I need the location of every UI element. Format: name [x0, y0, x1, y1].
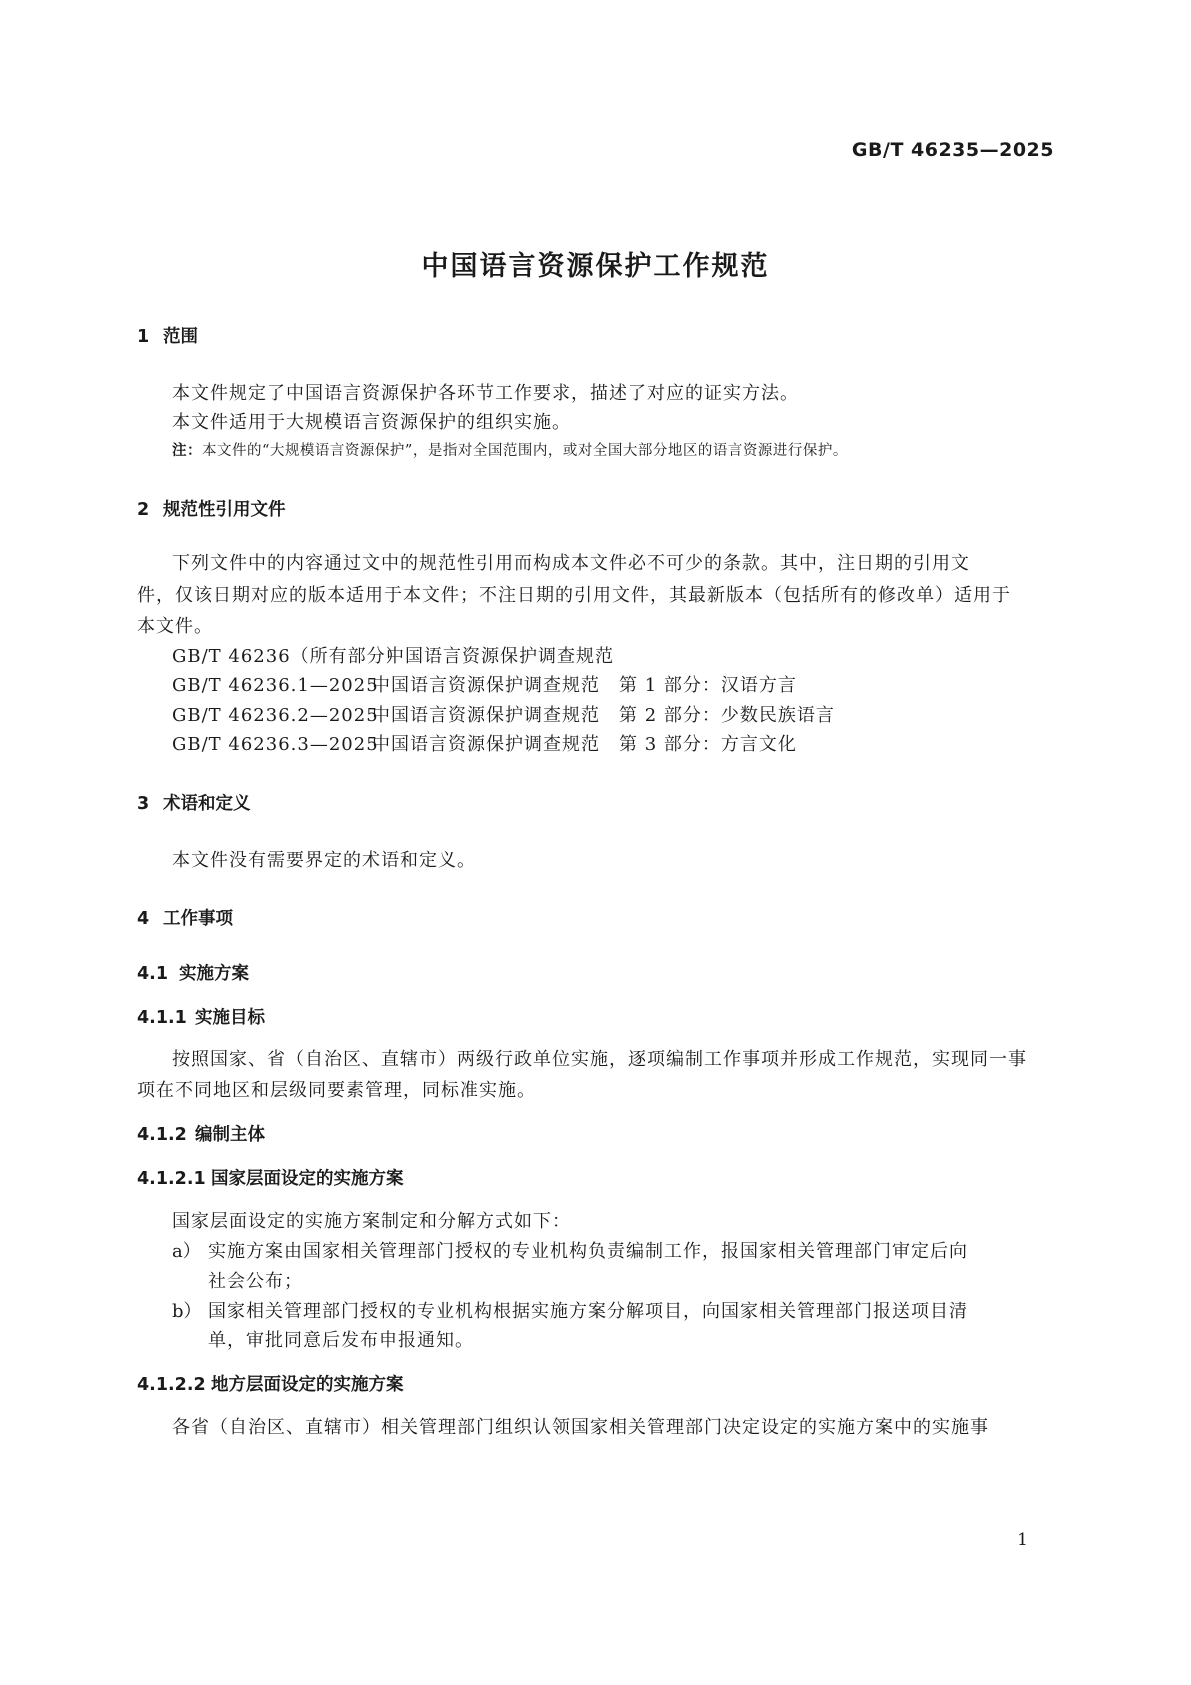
section-3-heading — [137, 790, 251, 815]
reference-code: GB/T 46236.1—2025 — [172, 675, 379, 696]
section-2-paragraph-line-1: 下列文件中的内容通过文中的规范性引用而构成本文件必不可少的条款。其中，注日期的引用文 — [172, 553, 970, 574]
note-label: 注： — [172, 443, 202, 459]
subsection-4-1-2-2-paragraph-line-1: 各省（自治区、直辖市）相关管理部门组织认领国家相关管理部门决定设定的实施方案中的实施事 — [172, 1417, 989, 1438]
reference-title: 中国语言资源保护调查规范 第 2 部分：少数民族语言 — [372, 705, 835, 726]
standard-code: GB/T 46235—2025 — [851, 139, 1054, 161]
section-title: 实施目标 — [195, 1008, 265, 1028]
section-title: 编制主体 — [195, 1125, 265, 1145]
section-2-heading — [137, 496, 286, 521]
subsection-4-1-2-1-heading — [137, 1165, 404, 1190]
reference-code: GB/T 46236（所有部分） — [172, 646, 405, 667]
section-number: 4.1.2.1 — [137, 1169, 206, 1189]
subsection-4-1-2-1-intro: 国家层面设定的实施方案制定和分解方式如下： — [172, 1211, 571, 1232]
section-2-paragraph-line-2: 件，仅该日期对应的版本适用于本文件；不注日期的引用文件，其最新版本（包括所有的修改单）适用于 — [137, 585, 1011, 606]
reference-item — [172, 730, 797, 756]
subsection-4-1-heading — [137, 960, 249, 985]
reference-title: 中国语言资源保护调查规范 — [386, 646, 614, 667]
section-1-paragraph-1: 本文件规定了中国语言资源保护各环节工作要求，描述了对应的证实方法。 — [172, 383, 799, 404]
section-2-paragraph-line-3: 本文件。 — [137, 616, 213, 637]
section-number: 2 — [137, 500, 150, 520]
list-item-b-line-2: 单，审批同意后发布申报通知。 — [208, 1330, 474, 1351]
section-number: 4 — [137, 909, 150, 929]
list-marker-a: a） — [172, 1241, 201, 1262]
reference-code: GB/T 46236.3—2025 — [172, 734, 379, 755]
subsection-4-1-1-heading — [137, 1004, 265, 1029]
subsection-4-1-1-paragraph-line-2: 项在不同地区和层级同要素管理，同标准实施。 — [137, 1080, 536, 1101]
section-number: 4.1.2.2 — [137, 1375, 206, 1395]
subsection-4-1-2-heading — [137, 1121, 265, 1146]
reference-item — [172, 701, 835, 727]
section-1-heading — [137, 323, 198, 348]
list-item-a-line-2: 社会公布； — [208, 1271, 303, 1292]
section-title: 规范性引用文件 — [163, 500, 286, 520]
section-number: 4.1.1 — [137, 1008, 187, 1028]
subsection-4-1-1-paragraph-line-1: 按照国家、省（自治区、直辖市）两级行政单位实施，逐项编制工作事项并形成工作规范，实现同一事 — [172, 1049, 1027, 1070]
section-1-note — [172, 439, 848, 460]
reference-title: 中国语言资源保护调查规范 第 1 部分：汉语方言 — [372, 675, 797, 696]
page-number: 1 — [1017, 1530, 1028, 1550]
section-title: 工作事项 — [163, 909, 233, 929]
reference-title: 中国语言资源保护调查规范 第 3 部分：方言文化 — [372, 734, 797, 755]
list-item-b-line-1: 国家相关管理部门授权的专业机构根据实施方案分解项目，向国家相关管理部门报送项目清 — [208, 1301, 968, 1322]
reference-code: GB/T 46236.2—2025 — [172, 705, 379, 726]
section-title: 范围 — [163, 327, 198, 347]
section-number: 1 — [137, 327, 150, 347]
list-marker-b: b） — [172, 1301, 202, 1322]
section-title: 术语和定义 — [163, 794, 251, 814]
section-title: 国家层面设定的实施方案 — [211, 1169, 404, 1189]
section-3-paragraph: 本文件没有需要界定的术语和定义。 — [172, 850, 476, 871]
section-title: 地方层面设定的实施方案 — [211, 1375, 404, 1395]
note-text: 本文件的“大规模语言资源保护”，是指对全国范围内，或对全国大部分地区的语言资源进行保护。 — [202, 443, 848, 459]
section-number: 4.1 — [137, 964, 169, 984]
section-number: 3 — [137, 794, 150, 814]
subsection-4-1-2-2-heading — [137, 1371, 404, 1396]
section-4-heading — [137, 905, 233, 930]
reference-item — [172, 671, 797, 697]
section-number: 4.1.2 — [137, 1125, 187, 1145]
section-1-paragraph-2: 本文件适用于大规模语言资源保护的组织实施。 — [172, 412, 571, 433]
list-item-a-line-1: 实施方案由国家相关管理部门授权的专业机构负责编制工作，报国家相关管理部门审定后向 — [208, 1241, 968, 1262]
section-title: 实施方案 — [179, 964, 249, 984]
reference-item — [172, 642, 614, 668]
document-title: 中国语言资源保护工作规范 — [421, 251, 770, 282]
